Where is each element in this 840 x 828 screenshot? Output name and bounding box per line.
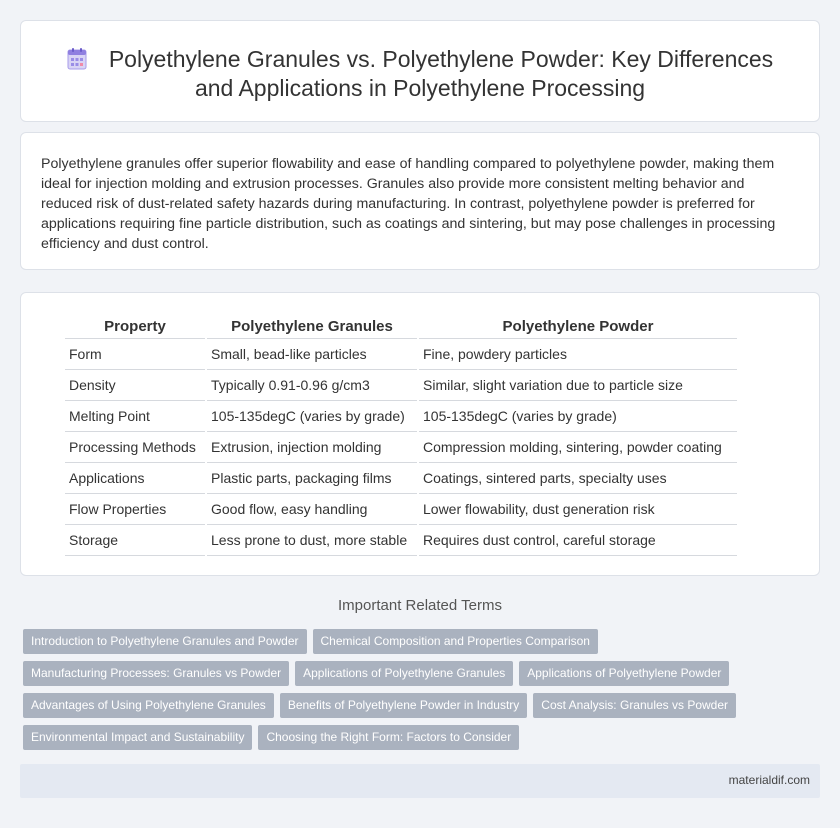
cell-powder: 105-135degC (varies by grade) (419, 401, 737, 432)
cell-granules: Plastic parts, packaging films (207, 463, 417, 494)
cell-property: Density (65, 370, 205, 401)
cell-property: Processing Methods (65, 432, 205, 463)
comparison-card (20, 292, 820, 576)
header-powder: Polyethylene Powder (419, 315, 737, 339)
cell-powder: Lower flowability, dust generation risk (419, 494, 737, 525)
cell-property: Flow Properties (65, 494, 205, 525)
header-property: Property (65, 315, 205, 339)
related-terms-heading: Important Related Terms (338, 597, 502, 614)
cell-granules: 105-135degC (varies by grade) (207, 401, 417, 432)
table-row (65, 339, 737, 370)
cell-powder: Requires dust control, careful storage (419, 525, 737, 556)
comparison-table (63, 315, 739, 556)
cell-property: Form (65, 339, 205, 370)
cell-granules: Good flow, easy handling (207, 494, 417, 525)
table-row (65, 401, 737, 432)
document-icon (67, 48, 87, 70)
footer-site[interactable]: materialdif.com (728, 773, 810, 787)
cell-granules: Extrusion, injection molding (207, 432, 417, 463)
table-row (65, 370, 737, 401)
cell-granules: Small, bead-like particles (207, 339, 417, 370)
table-row (65, 494, 737, 525)
intro-paragraph: Polyethylene granules offer superior flowability and ease of handling compared to polyethylene powder, making them ideal for injection molding and extrusion processes. Granules also provide more consistent melting behavior and reduced risk of dust-related safety hazards during manufacturing. In contrast, polyethylene powder is preferred for applications requiring fine particle distribution, such as coatings and sintering, but may pose challenges in processing efficiency and dust control. (41, 156, 776, 252)
cell-powder: Similar, slight variation due to particle size (419, 370, 737, 401)
tag-row (23, 629, 823, 661)
cell-property: Applications (65, 463, 205, 494)
cell-powder: Coatings, sintered parts, specialty uses (419, 463, 737, 494)
header-granules: Polyethylene Granules (207, 315, 417, 339)
tag-introduction[interactable]: Introduction to Polyethylene Granules and Powder (23, 629, 307, 654)
table-header-row (65, 315, 737, 339)
tag-row (23, 693, 823, 725)
title-line-1: Polyethylene Granules vs. Polyethylene Powder: Key Differences (108, 46, 774, 72)
table-row (65, 463, 737, 494)
page-title (21, 45, 819, 103)
cell-powder: Fine, powdery particles (419, 339, 737, 370)
cell-powder: Compression molding, sintering, powder coating (419, 432, 737, 463)
cell-granules: Less prone to dust, more stable (207, 525, 417, 556)
footer (20, 764, 820, 798)
table-row (65, 525, 737, 556)
tag-manufacturing-processes[interactable]: Manufacturing Processes: Granules vs Powder (23, 661, 289, 686)
tag-chemical-composition[interactable]: Chemical Composition and Properties Comparison (313, 629, 598, 654)
tag-cost-analysis[interactable]: Cost Analysis: Granules vs Powder (533, 693, 736, 718)
tag-environmental-impact[interactable]: Environmental Impact and Sustainability (23, 725, 252, 750)
cell-granules: Typically 0.91-0.96 g/cm3 (207, 370, 417, 401)
title-line-2: and Applications in Polyethylene Processing (194, 75, 646, 101)
related-terms-list (23, 629, 823, 757)
tag-advantages-granules[interactable]: Advantages of Using Polyethylene Granules (23, 693, 274, 718)
tag-benefits-powder[interactable]: Benefits of Polyethylene Powder in Industry (280, 693, 527, 718)
tag-applications-powder[interactable]: Applications of Polyethylene Powder (519, 661, 729, 686)
tag-row (23, 661, 823, 693)
intro-card (20, 132, 820, 270)
table-row (65, 432, 737, 463)
tag-row (23, 725, 823, 757)
cell-property: Storage (65, 525, 205, 556)
tag-applications-granules[interactable]: Applications of Polyethylene Granules (295, 661, 513, 686)
tag-choosing-form[interactable]: Choosing the Right Form: Factors to Consider (258, 725, 519, 750)
title-card (20, 20, 820, 122)
cell-property: Melting Point (65, 401, 205, 432)
